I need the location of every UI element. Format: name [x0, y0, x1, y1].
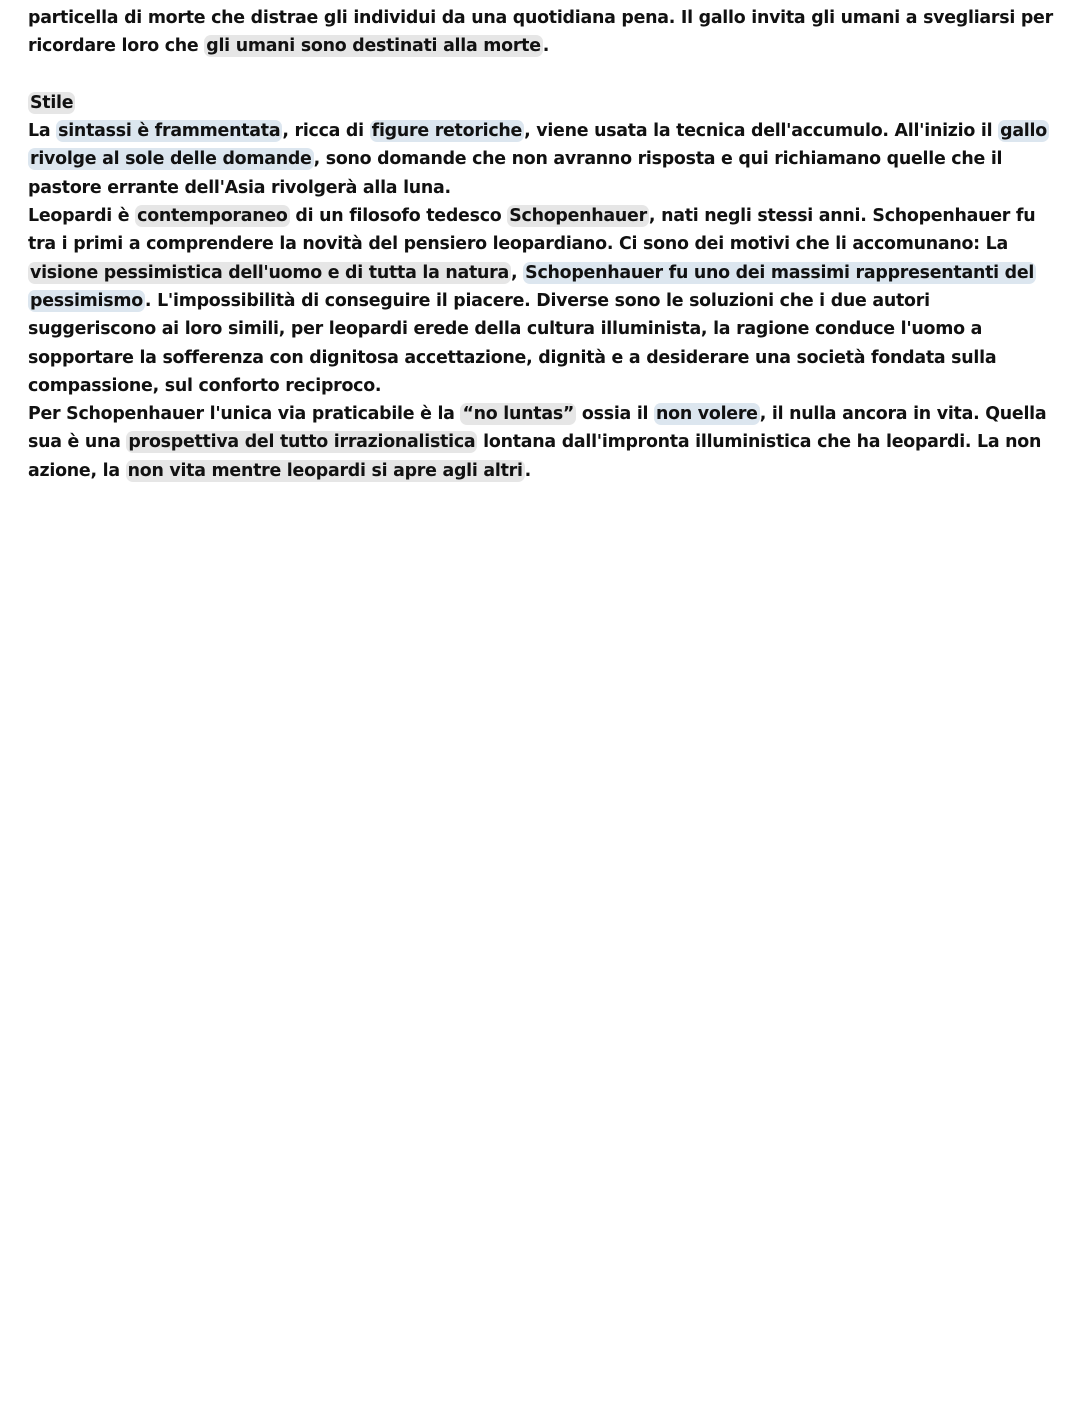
highlighted-text: sintassi è frammentata: [58, 121, 281, 142]
text-segment: La: [28, 121, 57, 142]
notes-page: [28, 4, 1058, 485]
text-segment: , il nulla ancora in vita. Quella sua è una: [28, 404, 1047, 453]
highlighted-text: gallo rivolge al sole delle domande: [30, 121, 1047, 170]
text-segment: ,: [511, 262, 524, 283]
text-segment: particella di morte che distrae gli individui da una quotidiana pena. Il gallo invita gli umani a svegliarsi per ricordare loro che: [28, 8, 1053, 57]
text-segment: .: [542, 36, 550, 57]
text-segment: . L'impossibilità di conseguire il piacere. Diverse sono le soluzioni che i due autori suggeriscono ai loro simili, per leopardi erede della cultura illuminista, la ragione conduce l'uomo a sopportare la sofferenza con dignitosa accettazione, dignità e a desiderare una società fondata sulla compassione, sul conforto reciproco.: [28, 290, 997, 396]
highlighted-text: “no luntas”: [462, 404, 575, 425]
highlighted-text: figure retoriche: [371, 121, 523, 142]
highlighted-text: Schopenhauer fu uno dei massimi rappresentanti del pessimismo: [30, 262, 1035, 311]
text-segment: ossia il: [576, 404, 655, 425]
text-segment: , sono domande che non avranno risposta e qui richiamano quelle che il pastore errante dell'Asia rivolgerà alla luna.: [28, 149, 1003, 198]
highlighted-text: prospettiva del tutto irrazionalistica: [128, 432, 476, 453]
text-segment: lontana dall'impronta illuministica che ha leopardi. La non azione, la: [28, 432, 1042, 481]
highlighted-text: Schopenhauer: [509, 206, 647, 227]
text-segment: di un filosofo tedesco: [289, 206, 508, 227]
text-segment: Per Schopenhauer l'unica via praticabile è la: [28, 404, 461, 425]
highlighted-text: Stile: [30, 92, 74, 113]
highlighted-text: non vita mentre leopardi si apre agli altri: [127, 460, 523, 481]
text-segment: , nati negli stessi anni. Schopenhauer fu tra i primi a comprendere la novità del pensiero leopardiano. Ci sono dei motivi che li accomunano: La: [28, 206, 1036, 255]
section-heading: [28, 89, 1058, 117]
paragraph-stile: [28, 117, 1058, 202]
paragraph-gap: [28, 61, 1058, 89]
highlighted-text: contemporaneo: [137, 206, 288, 227]
paragraph-intro: [28, 4, 1058, 61]
highlighted-text: visione pessimistica dell'uomo e di tutta la natura: [30, 262, 509, 283]
highlighted-text: gli umani sono destinati alla morte: [206, 36, 541, 57]
text-segment: , ricca di: [282, 121, 370, 142]
paragraph-schopenhauer: [28, 202, 1058, 400]
text-segment: Leopardi è: [28, 206, 136, 227]
text-segment: , viene usata la tecnica dell'accumulo. All'inizio il: [524, 121, 999, 142]
highlighted-text: non volere: [656, 404, 758, 425]
text-segment: .: [524, 460, 532, 481]
paragraph-noluntas: [28, 400, 1058, 485]
